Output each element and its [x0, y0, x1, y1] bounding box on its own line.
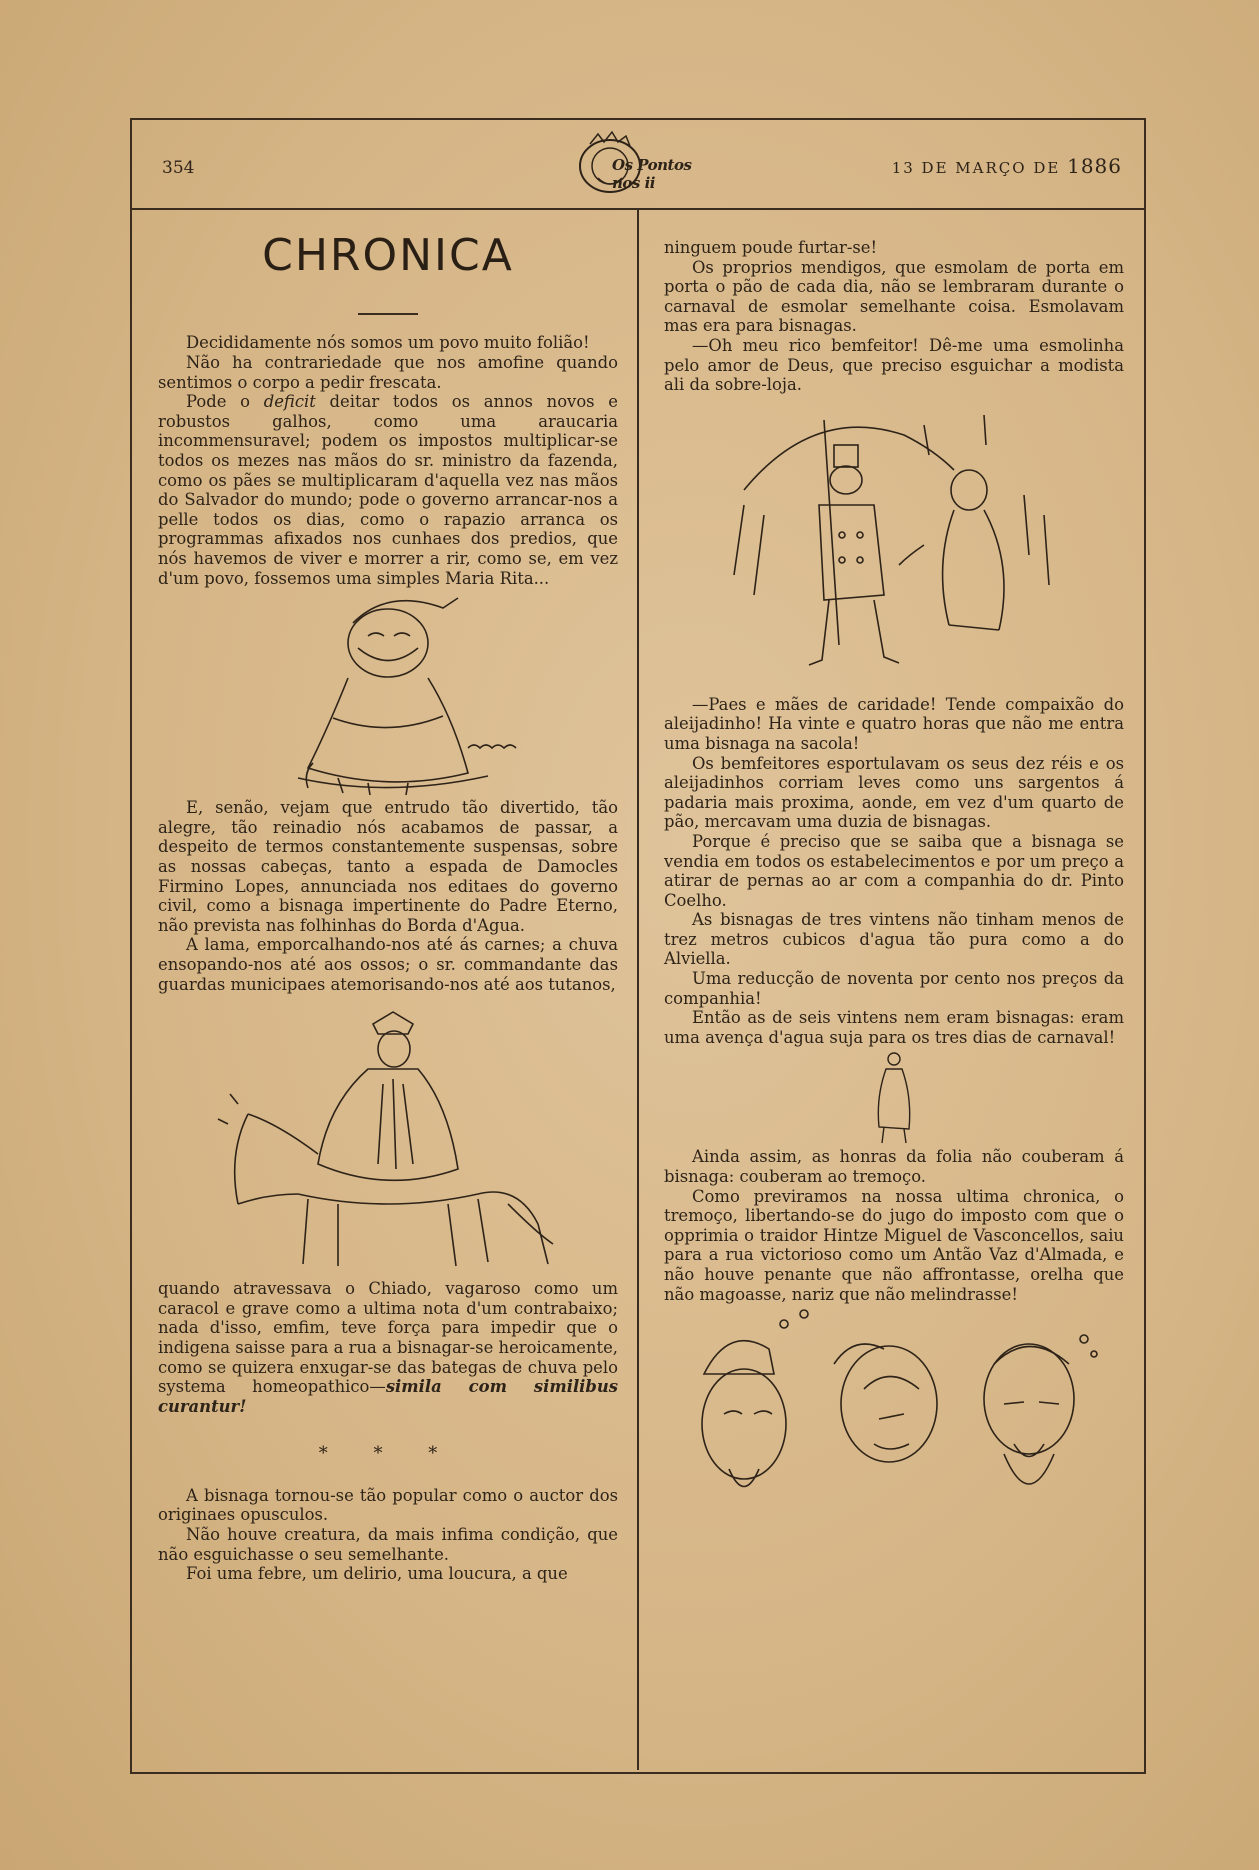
- paragraph-text: deitar todos os annos novos e robustos galhos, como uma araucaria incommensuravel; podem os impostos multiplicar-se todos os mezes nas mãos do sr. ministro da fazenda, como os pães se multiplicaram d'aquella vez nas mãos do Salvador do mundo; pode o governo arrancar-nos a pelle todos os dias, como o rapazio arranca os programmas afixados nos cunhaes dos predios, que nós havemos de viver e morrer a rir, como se, em vez d'um povo, fossemos uma simples Maria Rita...: [158, 392, 618, 588]
- paragraph: Como previramos na nossa ultima chronica, o tremoço, libertando-se do jugo do imposto com que o opprimia o traidor Hintze Miguel de Vasconcellos, saiu para a rua victorioso como um Antão Vaz d'Almada, e não houve penante que não affrontasse, orelha que não magoasse, nariz que não melindrasse!: [664, 1186, 1124, 1304]
- paragraph-latin: [158, 1279, 618, 1416]
- paragraph: E, senão, vejam que entrudo tão divertido, tão alegre, tão reinadio nós acabamos de passar, a despeito de termos constantemente suspensas, sobre as nossas cabeças, tanto a espada de Damocles Firmino Lopes, annunciada nos editaes do governo civil, como a bisnaga impertinente do Padre Eterno, não prevista nas folhinhas do Borda d'Agua.: [158, 798, 618, 935]
- paragraph: Não houve creatura, da mais infima condição, que não esguichasse o seu semelhante.: [158, 1525, 618, 1564]
- paragraph: Não ha contrariedade que nos amofine quando sentimos o corpo a pedir frescata.: [158, 353, 618, 392]
- paragraph: Foi uma febre, um delirio, uma loucura, a que: [186, 1564, 568, 1584]
- laughing-woman-illustration: [238, 588, 538, 798]
- paragraph: —Paes e mães de caridade! Tende compaixão do aleijadinho! Ha vinte e quatro horas que não me entra uma bisnaga na sacola!: [664, 694, 1124, 753]
- paragraph: Então as de seis vintens nem eram bisnagas: eram uma avença d'agua suja para os tres dias de carnaval!: [664, 1008, 1124, 1047]
- small-figure-illustration: [864, 1047, 924, 1147]
- paragraph: Os proprios mendigos, que esmolam de porta em porta o pão de cada dia, não se lembraram durante o carnaval de esmolar semelhante coisa. Esmolavam mas era para bisnagas.: [664, 257, 1124, 336]
- right-column: [664, 208, 1124, 1529]
- paragraph-deficit: [158, 392, 618, 588]
- italic-word: deficit: [263, 392, 316, 412]
- paragraph: Os bemfeitores esportulavam os seus dez réis e os aleijadinhos corriam leves como uns sargentos á padaria mais proxima, aonde, em vez d'um quarto de pão, mercavam uma duzia de bisnagas.: [664, 753, 1124, 832]
- mounted-guard-illustration: [208, 994, 568, 1279]
- left-column: [158, 208, 618, 1584]
- paragraph: A bisnaga tornou-se tão popular como o auctor dos originaes opusculos.: [158, 1485, 618, 1525]
- paragraph: Ainda assim, as honras da folia não couberam á bisnaga: couberam ao tremoço.: [664, 1147, 1124, 1187]
- masthead-title: Os Pontos nos ii: [612, 156, 692, 192]
- title-rule: [358, 313, 418, 315]
- latin-phrase: simila com similibus curantur!: [158, 1377, 619, 1416]
- column-divider: [637, 208, 639, 1770]
- masthead-logo: [570, 128, 720, 198]
- paragraph: Uma reducção de noventa por cento nos preços da companhia!: [664, 969, 1124, 1008]
- page-number: 354: [162, 158, 195, 178]
- paragraph: —Oh meu rico bemfeitor! Dê-me uma esmolinha pelo amor de Deus, que preciso esguichar a modista ali da sobre-loja.: [664, 335, 1124, 395]
- paragraph-text: Pode o: [186, 392, 264, 412]
- paragraph: As bisnagas de tres vintens não tinham menos de trez metros cubicos d'agua tão pura como a do Alviella.: [664, 910, 1124, 969]
- paragraph: A lama, emporcalhando-nos até ás carnes; a chuva ensopando-nos até aos ossos; o sr. commandante das guardas municipaes atemorisando-nos até aos tutanos,: [158, 935, 618, 994]
- issue-date: [892, 154, 1122, 178]
- paragraph: ninguem poude furtar-se!: [664, 238, 878, 257]
- paragraph: Decididamente nós somos um povo muito folião!: [186, 333, 590, 353]
- page-header: [130, 118, 1144, 210]
- article-title: CHRONICA: [262, 230, 514, 281]
- three-heads-caricature: [674, 1304, 1114, 1529]
- issue-year: 1886: [1067, 154, 1122, 178]
- section-asterism: * * *: [318, 1443, 458, 1465]
- umbrella-beggar-illustration: [724, 395, 1064, 695]
- issue-date-text: 13 DE MARÇO DE: [891, 159, 1061, 177]
- paragraph: Porque é preciso que se saiba que a bisnaga se vendia em todos os estabelecimentos e por um preço a atirar de pernas ao ar com a companhia do dr. Pinto Coelho.: [664, 831, 1124, 910]
- paragraph-text: quando atravessava o Chiado, vagaroso como um caracol e grave como a ultima nota d'um contrabaixo; nada d'isso, emfim, teve força para impedir que o indigena saisse para a rua a bisnagar-se heroicamente, como se quizera enxugar-se das bategas de chuva pelo systema homeopathico—: [158, 1279, 618, 1397]
